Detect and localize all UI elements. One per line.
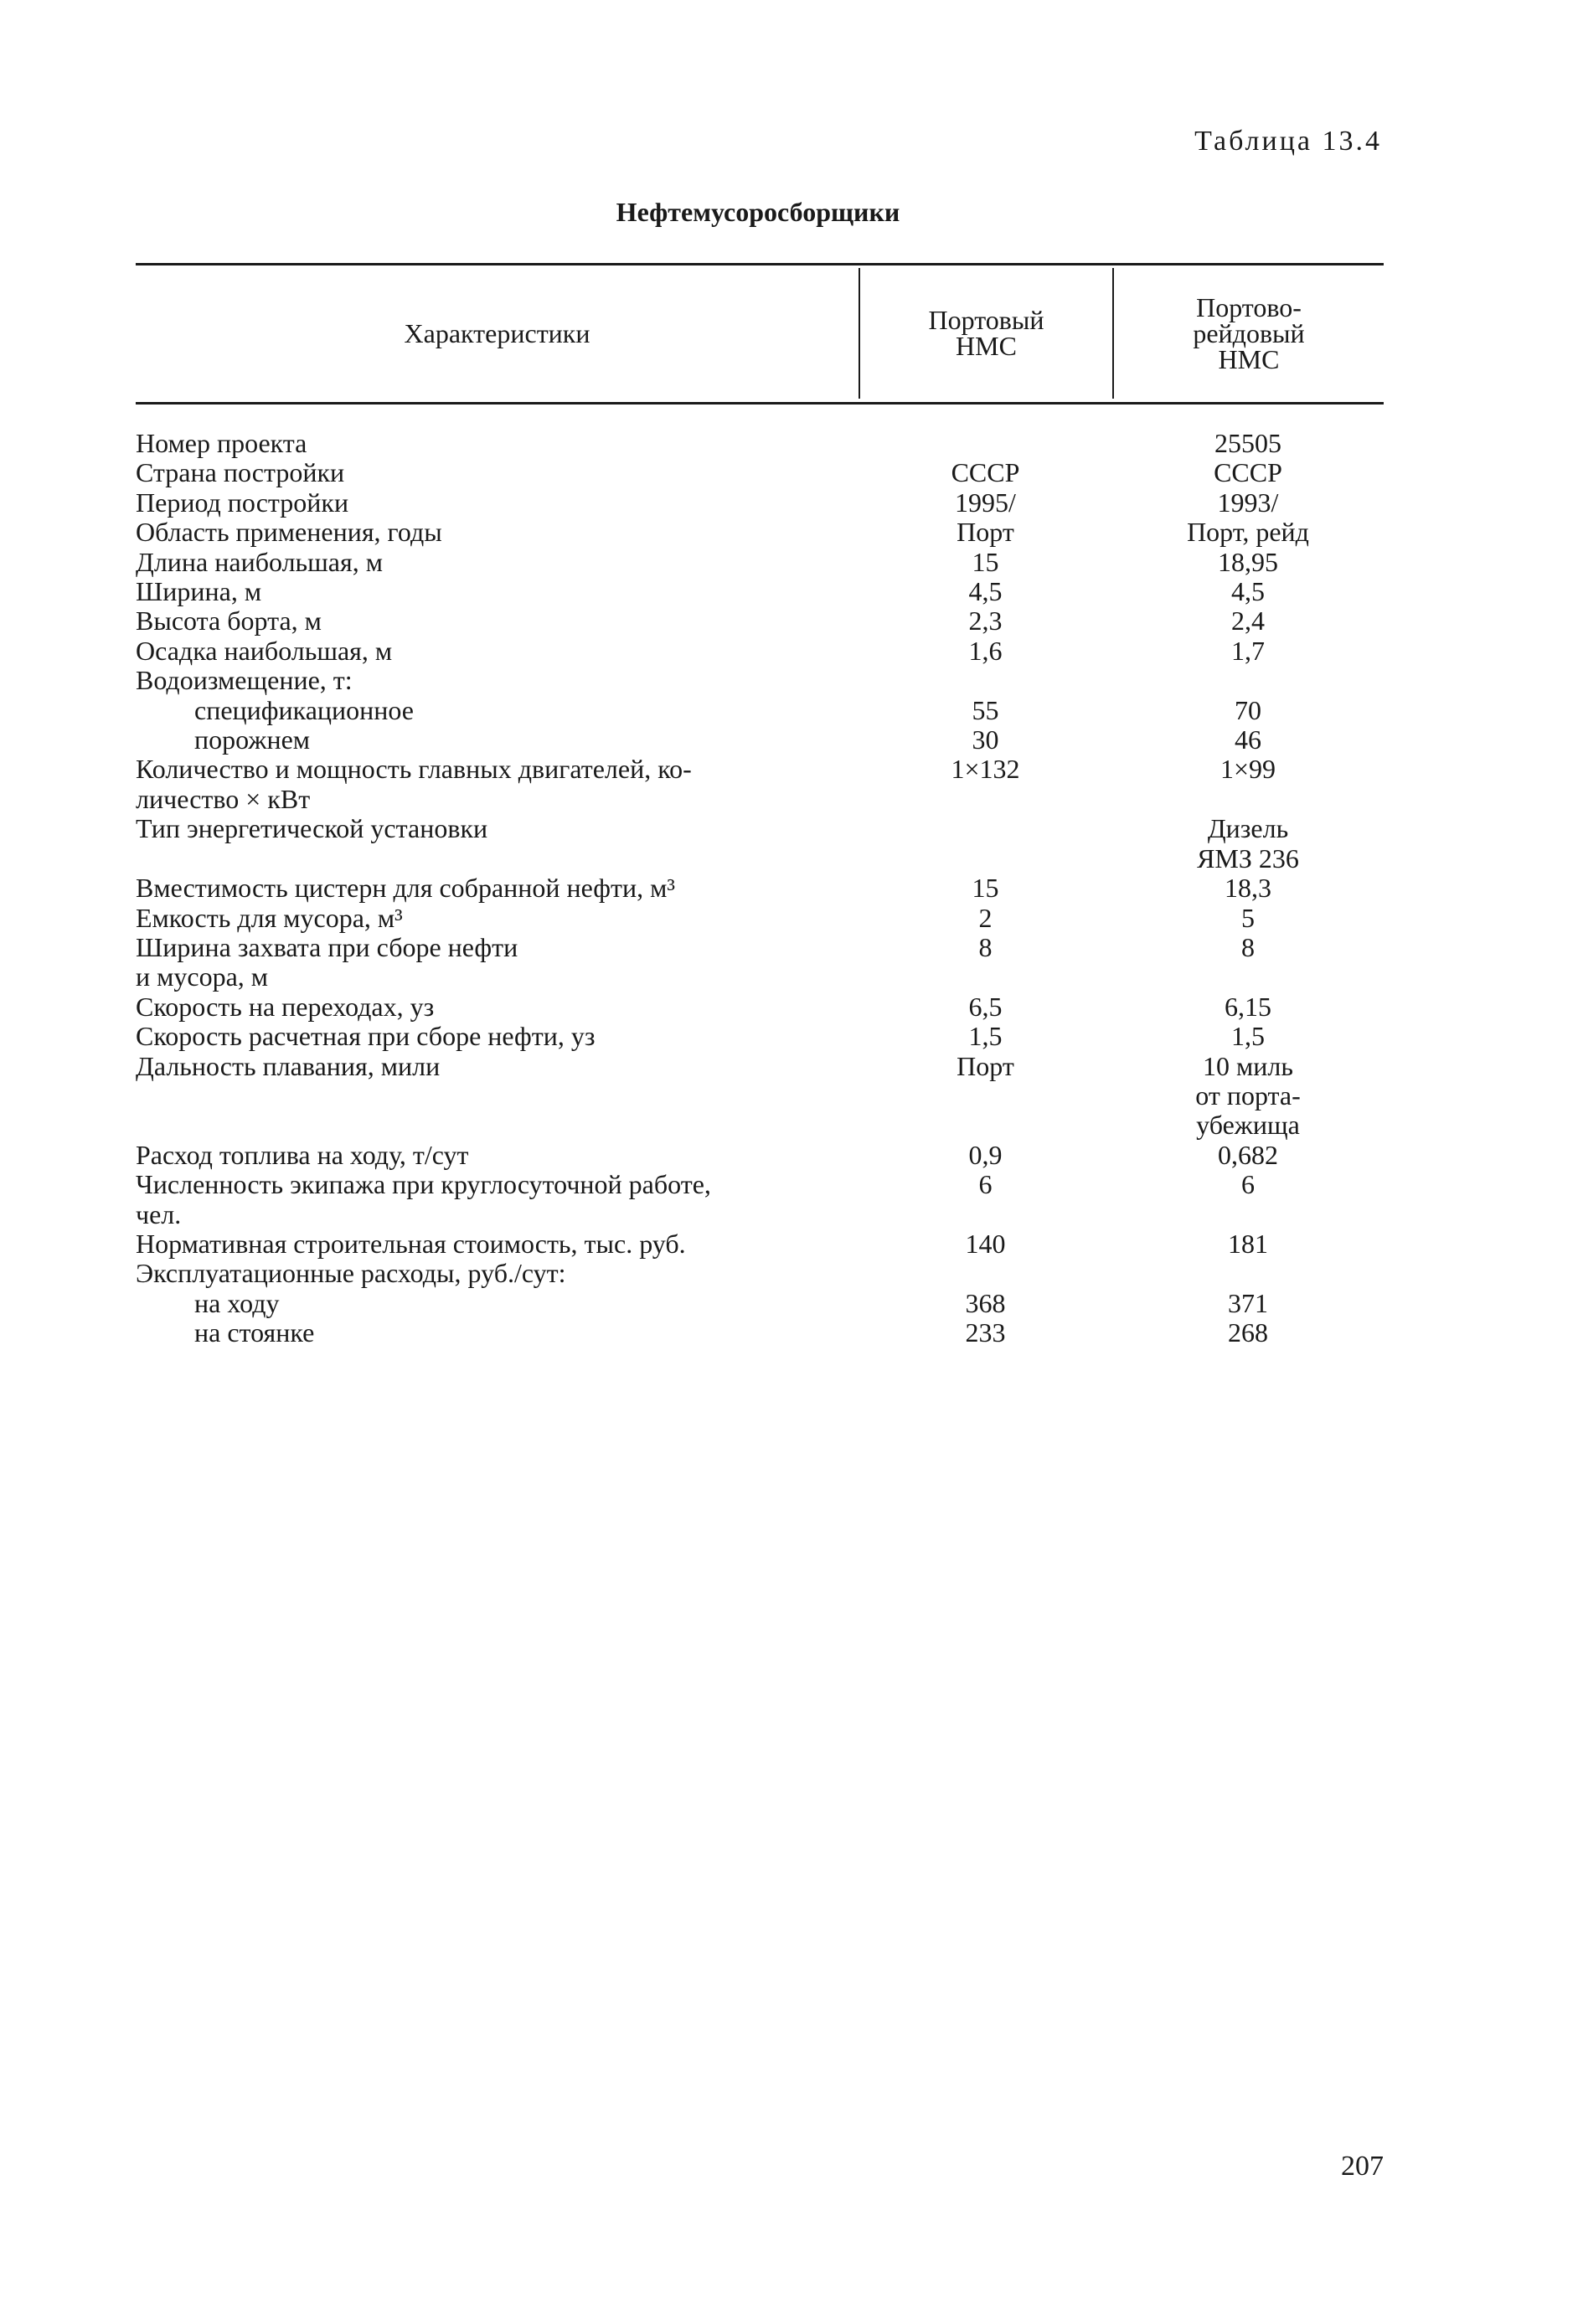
row-value-port: 2,3	[968, 605, 1003, 636]
table-row	[136, 1110, 1384, 1140]
table-row	[136, 429, 1384, 458]
row-value-roadstead: 25505	[1214, 428, 1281, 458]
row-value-port	[859, 429, 1112, 458]
row-value-roadstead: 2,4	[1231, 605, 1265, 636]
row-label: на ходу	[194, 1287, 280, 1318]
row-value-roadstead: 1993/	[1217, 487, 1279, 518]
row-value-port	[859, 1200, 1112, 1229]
row-label: Область применения, годы	[136, 517, 442, 548]
row-label	[136, 1081, 859, 1110]
row-value-port	[859, 1259, 1112, 1288]
table-row	[136, 725, 1384, 755]
row-value-roadstead: Дизель	[1207, 813, 1289, 844]
row-label: Нормативная строительная стоимость, тыс. руб.	[136, 1228, 686, 1259]
row-label: Расход топлива на ходу, т/сут	[136, 1139, 469, 1170]
table-body	[136, 429, 1384, 1348]
row-value-port: 55	[972, 694, 999, 725]
row-value-roadstead: СССР	[1214, 457, 1282, 488]
row-value-port: 1,5	[968, 1021, 1003, 1052]
row-value-roadstead: 6,15	[1225, 991, 1271, 1022]
row-value-port	[859, 844, 1112, 873]
row-label: Водоизмещение, т:	[136, 665, 353, 696]
row-value-roadstead: 268	[1228, 1317, 1268, 1348]
row-label: Вместимость цистерн для собранной нефти, м³	[136, 873, 675, 904]
row-value-roadstead	[1112, 962, 1384, 992]
row-label: Емкость для мусора, м³	[136, 902, 403, 933]
table-row	[136, 488, 1384, 518]
table-row	[136, 873, 1384, 903]
row-label: спецификационное	[194, 694, 414, 725]
header-characteristics: Характеристики	[404, 317, 590, 348]
row-value-port	[859, 814, 1112, 843]
table-row	[136, 696, 1384, 725]
table-row	[136, 1229, 1384, 1259]
table-row	[136, 1141, 1384, 1170]
header-port-nms: Портовый НМС	[928, 305, 1044, 361]
row-label	[136, 1110, 859, 1140]
row-label: Ширина, м	[136, 576, 262, 607]
row-value-roadstead	[1112, 666, 1384, 695]
row-value-port	[859, 666, 1112, 695]
row-value-port: 1×132	[951, 754, 1020, 785]
table-row	[136, 1200, 1384, 1229]
row-value-roadstead	[1112, 1259, 1384, 1288]
table-row	[136, 606, 1384, 636]
row-label: Численность экипажа при круглосуточной работе,	[136, 1169, 711, 1200]
table-row	[136, 1289, 1384, 1318]
row-label: Тип энергетической установки	[136, 813, 488, 844]
row-label: и мусора, м	[136, 961, 269, 992]
row-value-roadstead: Порт, рейд	[1187, 517, 1309, 548]
row-value-roadstead: 10 миль	[1203, 1050, 1293, 1081]
row-label: Высота борта, м	[136, 605, 322, 636]
page-number: 207	[1341, 2151, 1384, 2182]
row-value-port: 1,6	[968, 635, 1003, 666]
row-value-roadstead: 5	[1241, 902, 1255, 933]
row-value-port: 6	[978, 1169, 993, 1200]
row-value-port	[859, 962, 1112, 992]
row-value-roadstead: 70	[1235, 694, 1261, 725]
row-label: Скорость расчетная при сборе нефти, уз	[136, 1021, 596, 1052]
row-value-roadstead: 18,3	[1225, 873, 1271, 904]
row-label: Дальность плавания, мили	[136, 1050, 441, 1081]
row-value-port: 140	[965, 1228, 1006, 1259]
table-top-rule	[136, 263, 1384, 265]
row-label: на стоянке	[194, 1317, 315, 1348]
table-row	[136, 548, 1384, 577]
table-row	[136, 992, 1384, 1022]
row-value-port: Порт	[957, 517, 1014, 548]
row-value-port: 15	[972, 546, 999, 577]
row-label: Длина наибольшая, м	[136, 546, 383, 577]
table-title: Нефтемусоросборщики	[616, 197, 900, 227]
row-value-port: 6,5	[968, 991, 1003, 1022]
row-value-port: 1995/	[955, 487, 1016, 518]
row-label: чел.	[136, 1198, 182, 1229]
row-value-port: 8	[978, 931, 993, 962]
row-value-port: 30	[972, 724, 999, 755]
row-label: Скорость на переходах, уз	[136, 991, 435, 1022]
row-value-roadstead: 6	[1241, 1169, 1255, 1200]
table-row	[136, 933, 1384, 962]
row-value-roadstead: убежища	[1196, 1110, 1300, 1141]
row-value-port: 0,9	[968, 1139, 1003, 1170]
row-value-roadstead: 371	[1228, 1287, 1268, 1318]
table-row	[136, 636, 1384, 666]
row-label	[136, 844, 859, 873]
table-row	[136, 458, 1384, 487]
row-value-roadstead: 1×99	[1219, 754, 1276, 785]
table-row	[136, 844, 1384, 873]
row-value-roadstead: 46	[1235, 724, 1261, 755]
row-value-port: 15	[972, 873, 999, 904]
row-value-roadstead	[1112, 1200, 1384, 1229]
row-value-roadstead	[1112, 785, 1384, 814]
row-value-roadstead: 8	[1241, 931, 1255, 962]
row-label: Осадка наибольшая, м	[136, 635, 393, 666]
row-value-roadstead: 4,5	[1231, 576, 1265, 607]
row-label: личество × кВт	[136, 783, 311, 814]
row-label: Страна постройки	[136, 457, 345, 488]
table-row	[136, 577, 1384, 606]
table-row	[136, 666, 1384, 695]
row-value-port: СССР	[951, 457, 1020, 488]
table-header-rule	[136, 402, 1384, 405]
row-value-port: 233	[965, 1317, 1006, 1348]
row-value-port	[859, 1081, 1112, 1110]
table-label: Таблица 13.4	[1194, 126, 1382, 157]
table-row	[136, 785, 1384, 814]
row-value-port: 368	[965, 1287, 1006, 1318]
row-label: Период постройки	[136, 487, 349, 518]
row-value-port	[859, 1110, 1112, 1140]
table-row	[136, 1081, 1384, 1110]
row-label: Номер проекта	[136, 428, 307, 458]
row-value-roadstead: 1,5	[1231, 1021, 1265, 1052]
table-row	[136, 1052, 1384, 1081]
row-label: Количество и мощность главных двигателей, ко-	[136, 754, 692, 785]
table-row	[136, 1022, 1384, 1051]
row-value-port: 4,5	[968, 576, 1003, 607]
row-label: Ширина захвата при сборе нефти	[136, 931, 518, 962]
row-label: Эксплуатационные расходы, руб./сут:	[136, 1258, 566, 1289]
row-value-roadstead: от порта-	[1195, 1080, 1301, 1110]
table-row	[136, 755, 1384, 784]
row-value-port	[859, 785, 1112, 814]
table-row	[136, 1259, 1384, 1288]
row-value-port: 2	[978, 902, 993, 933]
table-row	[136, 814, 1384, 843]
row-label: порожнем	[194, 724, 311, 755]
row-value-roadstead: 1,7	[1231, 635, 1265, 666]
header-port-roadstead-nms: Портово- рейдовый НМС	[1193, 291, 1305, 374]
table-row	[136, 962, 1384, 992]
row-value-port: Порт	[957, 1050, 1014, 1081]
table-row	[136, 518, 1384, 547]
row-value-roadstead: ЯМЗ 236	[1197, 843, 1299, 873]
row-value-roadstead: 18,95	[1218, 546, 1278, 577]
table-row	[136, 1318, 1384, 1348]
table-row	[136, 1170, 1384, 1199]
row-value-roadstead: 0,682	[1218, 1139, 1278, 1170]
row-value-roadstead: 181	[1228, 1228, 1268, 1259]
table-row	[136, 904, 1384, 933]
